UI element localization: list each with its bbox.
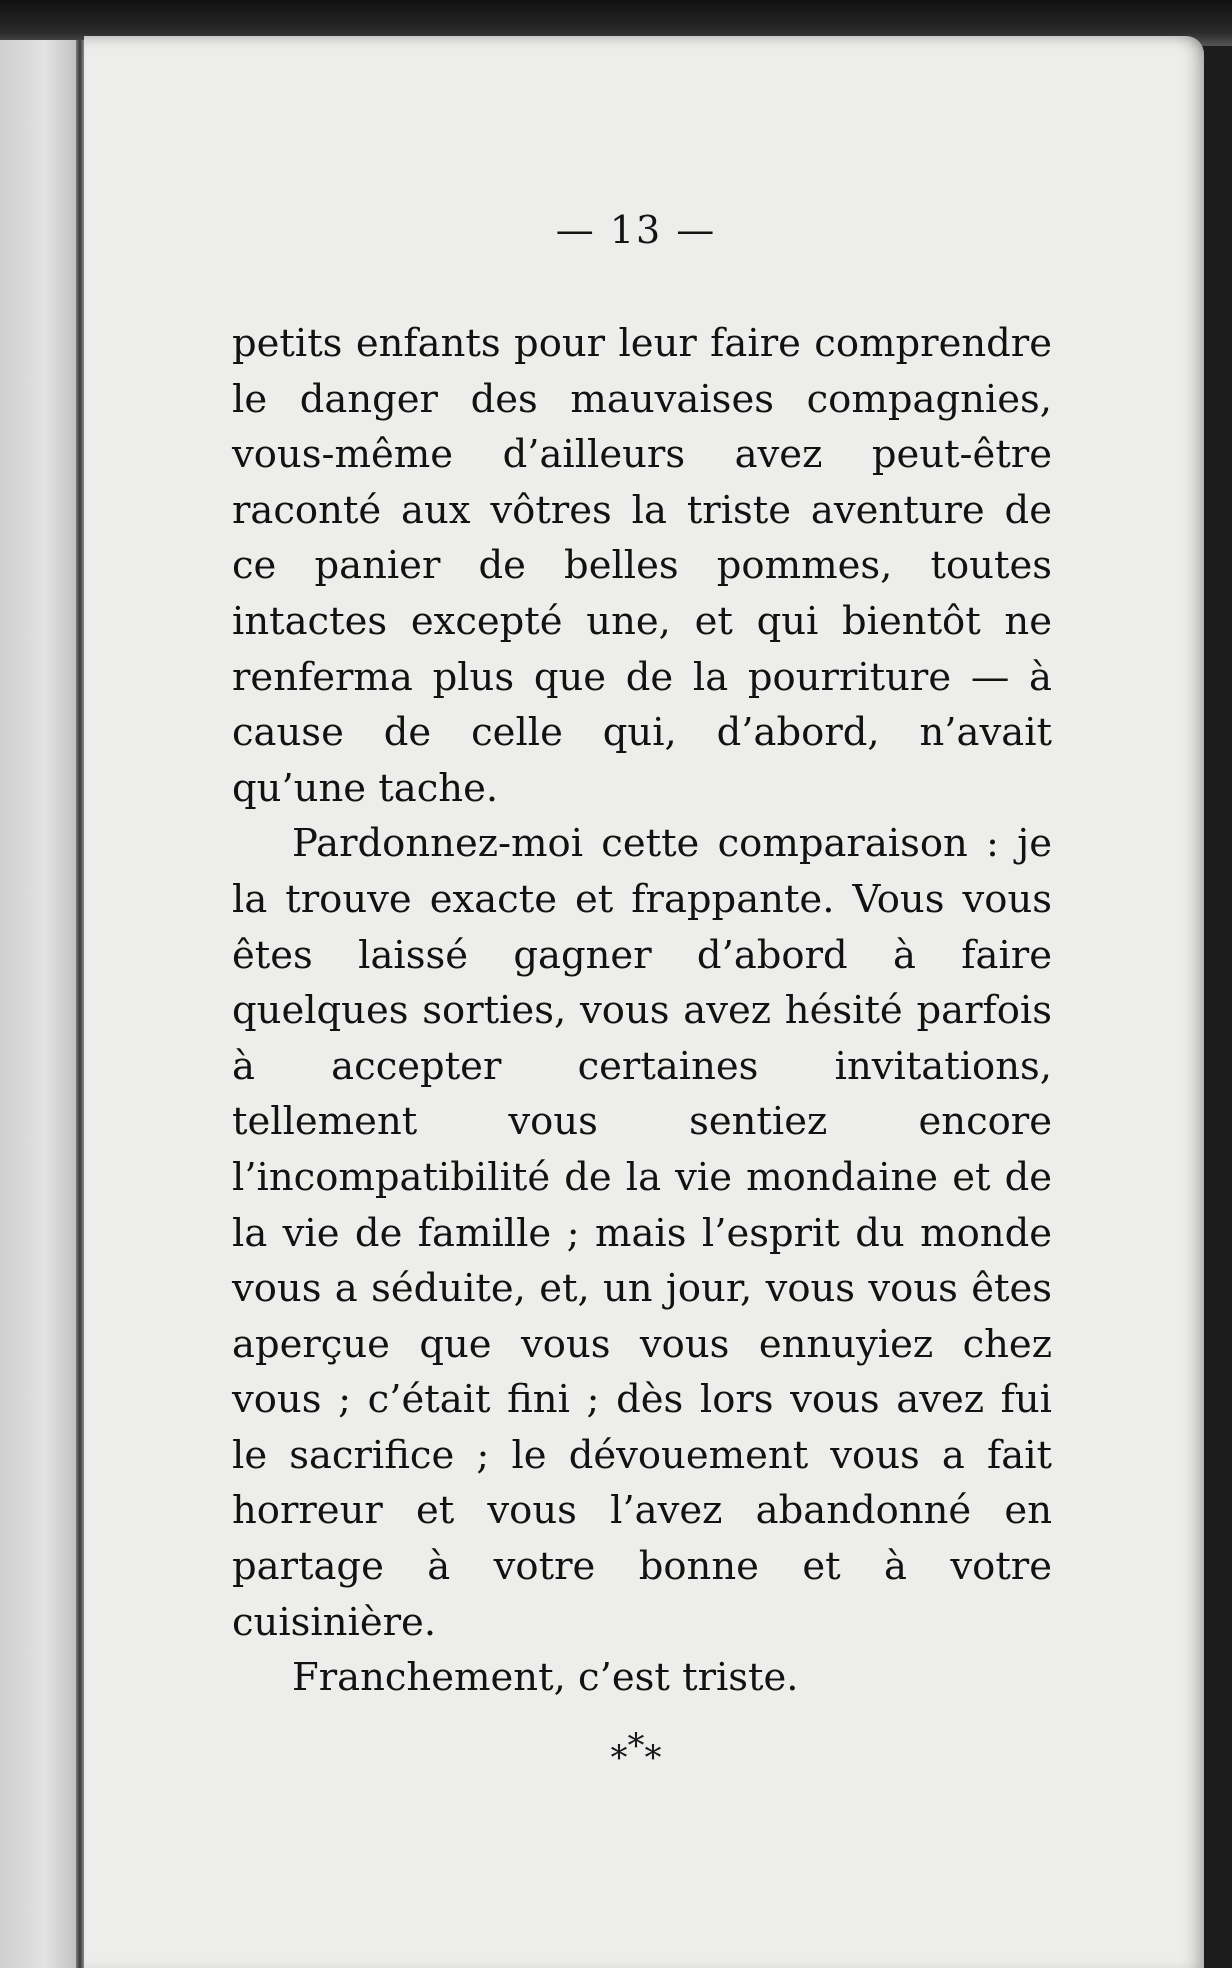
- page-body: [232, 316, 1052, 1706]
- facing-page-edge: [0, 40, 82, 1968]
- asterism-top: *: [627, 1726, 645, 1766]
- paragraph-3: Franchement, c’est triste.: [292, 1655, 799, 1701]
- asterism-left: *: [610, 1738, 628, 1778]
- page-number: — 13 —: [555, 208, 717, 252]
- book-gutter: [76, 40, 84, 1968]
- asterism-separator: [0, 1726, 1232, 1778]
- asterism-right: *: [644, 1738, 662, 1778]
- paragraph-1: petits enfants pour leur faire comprendre le danger des mauvaises compagnies, vous-même d’ailleurs avez peut-être raconté aux vôtres la triste aventure de ce panier de belles pommes, toutes intactes excepté une, et qui bientôt ne renferma plus que de la pourriture — à cause de celle qui, d’abord, n’avait qu’une tache.: [232, 321, 1052, 811]
- paragraph-2: Pardonnez-moi cette comparaison : je la trouve exacte et frappante. Vous vous êtes laissé gagner d’abord à faire quelques sorties, vous avez hésité parfois à accepter certaines invitations, tellement vous sentiez encore l’incompatibilité de la vie mondaine et de la vie de famille ; mais l’esprit du monde vous a séduite, et, un jour, vous vous êtes aperçue que vous vous ennuyiez chez vous ; c’était fini ; dès lors vous avez fui le sacrifice ; le dévouement vous a fait horreur et vous l’avez abandonné en partage à votre bonne et à votre cuisinière.: [232, 821, 1052, 1645]
